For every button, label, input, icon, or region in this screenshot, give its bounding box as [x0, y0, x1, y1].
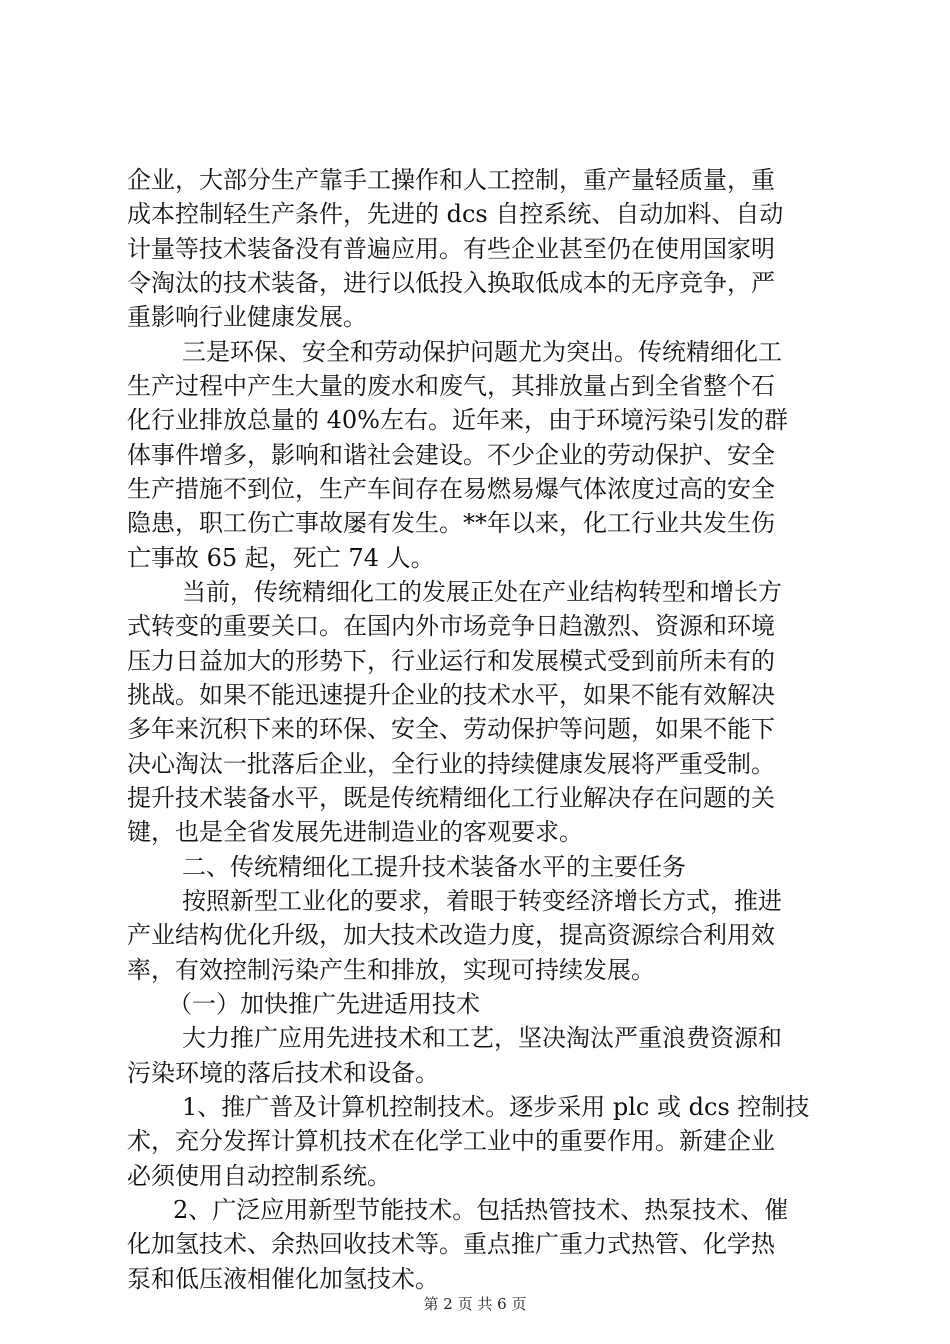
text-line: 企业，大部分生产靠手工操作和人工控制，重产量轻质量，重 [127, 166, 775, 194]
text-line: 1、推广普及计算机控制技术。逐步采用 plc 或 dcs 控制技 [182, 1093, 810, 1121]
text-line: 计量等技术装备没有普遍应用。有些企业甚至仍在使用国家明 [127, 235, 775, 263]
text-line: 亡事故 65 起，死亡 74 人。 [127, 544, 435, 572]
text-line: 键，也是全省发展先进制造业的客观要求。 [127, 818, 583, 846]
text-line: 三是环保、安全和劳动保护问题尤为突出。传统精细化工 [182, 338, 782, 366]
text-line: 术，充分发挥计算机技术在化学工业中的重要作用。新建企业 [127, 1127, 775, 1155]
text-line: 大力推广应用先进技术和工艺，坚决淘汰严重浪费资源和 [182, 1024, 782, 1052]
text-line: 提升技术装备水平，既是传统精细化工行业解决存在问题的关 [127, 784, 775, 812]
text-line: 当前，传统精细化工的发展正处在产业结构转型和增长方 [182, 578, 782, 606]
text-line: 率，有效控制污染产生和排放，实现可持续发展。 [127, 956, 655, 984]
text-line: 体事件增多，影响和谐社会建设。不少企业的劳动保护、安全 [127, 441, 775, 469]
text-line: 成本控制轻生产条件，先进的 dcs 自控系统、自动加料、自动 [127, 200, 784, 228]
text-line: 挑战。如果不能迅速提升企业的技术水平，如果不能有效解决 [127, 681, 775, 709]
text-line: 化加氢技术、余热回收技术等。重点推广重力式热管、化学热 [127, 1230, 775, 1258]
text-line: 生产过程中产生大量的废水和废气，其排放量占到全省整个石 [127, 372, 775, 400]
text-line: 污染环境的落后技术和设备。 [127, 1059, 439, 1087]
text-line: 令淘汰的技术装备，进行以低投入换取低成本的无序竞争，严 [127, 269, 775, 297]
text-line: 化行业排放总量的 40%左右。近年来，由于环境污染引发的群 [127, 406, 788, 434]
page-number-footer: 第 2 页 共 6 页 [423, 1295, 527, 1313]
text-line: 泵和低压液相催化加氢技术。 [127, 1265, 439, 1293]
text-line: 2、广泛应用新型节能技术。包括热管技术、热泵技术、催 [173, 1196, 789, 1224]
text-line: 产业结构优化升级，加大技术改造力度，提高资源综合利用效 [127, 921, 775, 949]
text-line: 按照新型工业化的要求，着眼于转变经济增长方式，推进 [182, 887, 782, 915]
subsection-heading: （一）加快推广先进适用技术 [168, 990, 480, 1018]
text-line: 决心淘汰一批落后企业，全行业的持续健康发展将严重受制。 [127, 750, 775, 778]
text-line: 必须使用自动控制系统。 [127, 1162, 391, 1190]
text-line: 压力日益加大的形势下，行业运行和发展模式受到前所未有的 [127, 647, 775, 675]
text-line: 式转变的重要关口。在国内外市场竞争日趋激烈、资源和环境 [127, 612, 775, 640]
text-line: 重影响行业健康发展。 [127, 303, 367, 331]
text-line: 隐患，职工伤亡事故屡有发生。**年以来，化工行业共发生伤 [127, 509, 775, 537]
text-line: 生产措施不到位，生产车间存在易燃易爆气体浓度过高的安全 [127, 475, 775, 503]
section-heading: 二、传统精细化工提升技术装备水平的主要任务 [182, 853, 686, 881]
text-line: 多年来沉积下来的环保、安全、劳动保护等问题，如果不能下 [127, 715, 775, 743]
